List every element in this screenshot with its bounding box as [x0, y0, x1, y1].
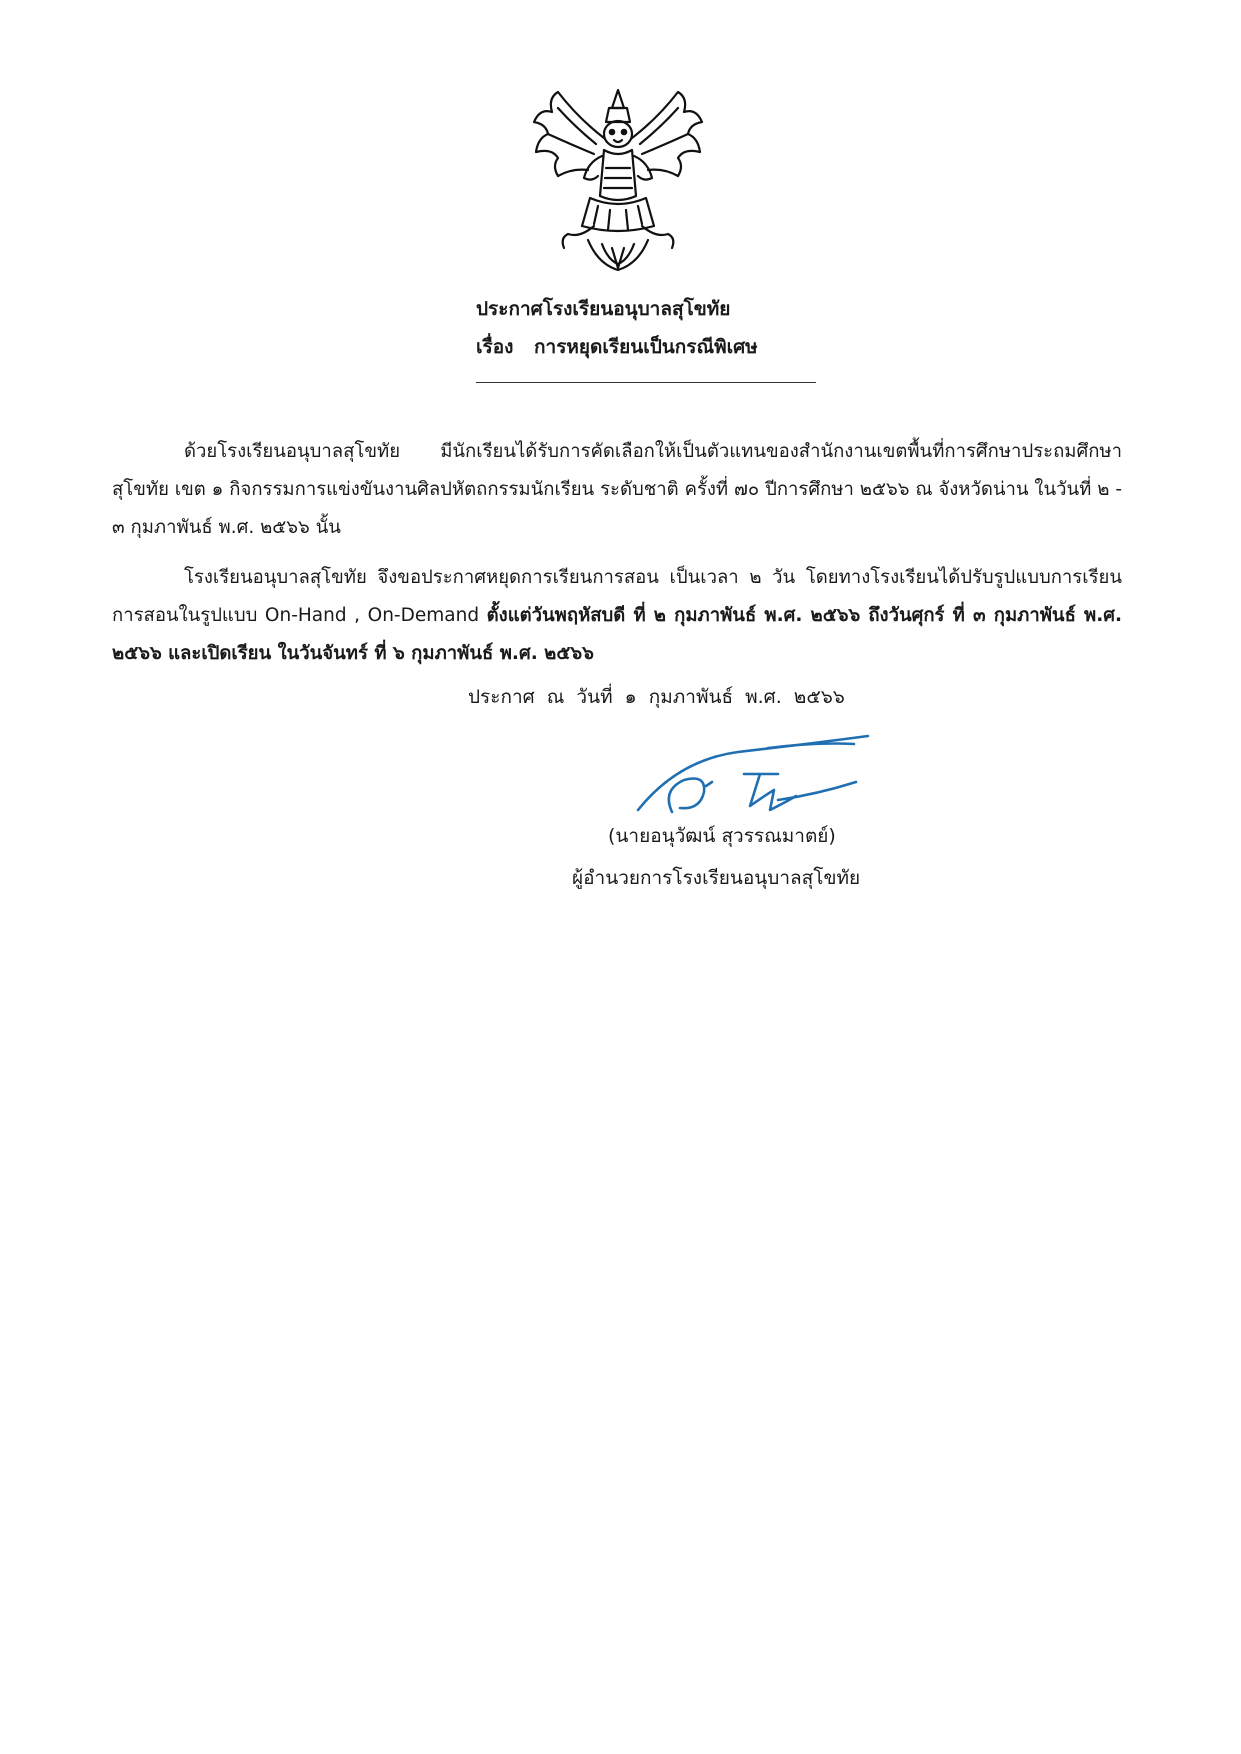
title-divider: [476, 382, 816, 383]
paragraph-2-bold-dates: ตั้งแต่วันพฤหัสบดี ที่ ๒ กุมภาพันธ์ พ.ศ. ๒๕๖๖ ถึงวันศุกร์ ที่ ๓ กุมภาพันธ์ พ.ศ. ๒๕๖๖ และเปิดเรียน ในวันจันทร์ ที่ ๖ กุมภาพันธ์ พ.ศ. ๒๕๖๖: [112, 604, 1122, 664]
body-paragraph-2: [112, 559, 1122, 673]
announcement-title: ประกาศโรงเรียนอนุบาลสุโขทัย: [476, 298, 731, 320]
subject-text: การหยุดเรียนเป็นกรณีพิเศษ: [534, 336, 758, 358]
subject-label: เรื่อง: [476, 336, 514, 358]
handwritten-signature: [618, 730, 878, 826]
garuda-emblem-icon: [518, 78, 718, 278]
body-paragraph-1: ด้วยโรงเรียนอนุบาลสุโขทัย มีนักเรียนได้รับการคัดเลือกให้เป็นตัวแทนของสำนักงานเขตพื้นที่การศึกษาประถมศึกษาสุโขทัย เขต ๑ กิจกรรมการแข่งขันงานศิลปหัตถกรรมนักเรียน ระดับชาติ ครั้งที่ ๗๐ ปีการศึกษา ๒๕๖๖ ณ จังหวัดน่าน ในวันที่ ๒ - ๓ กุมภาพันธ์ พ.ศ. ๒๕๖๖ นั้น: [112, 440, 1122, 538]
signer-name: (นายอนุวัฒน์ สุวรรณมาตย์): [608, 825, 836, 847]
announcement-subject: [476, 328, 758, 366]
paragraph-2-plain-text: โรงเรียนอนุบาลสุโขทัย จึงขอประกาศหยุดการเรียนการสอน เป็นเวลา ๒ วัน โดยทางโรงเรียนได้ปรับรูปแบบการเรียนการสอนในรูปแบบ On-Hand , On-Demand: [112, 566, 1122, 626]
signer-position: ผู้อำนวยการโรงเรียนอนุบาลสุโขทัย: [572, 867, 861, 889]
announcement-dateline: ประกาศ ณ วันที่ ๑ กุมภาพันธ์ พ.ศ. ๒๕๖๖: [468, 686, 845, 708]
